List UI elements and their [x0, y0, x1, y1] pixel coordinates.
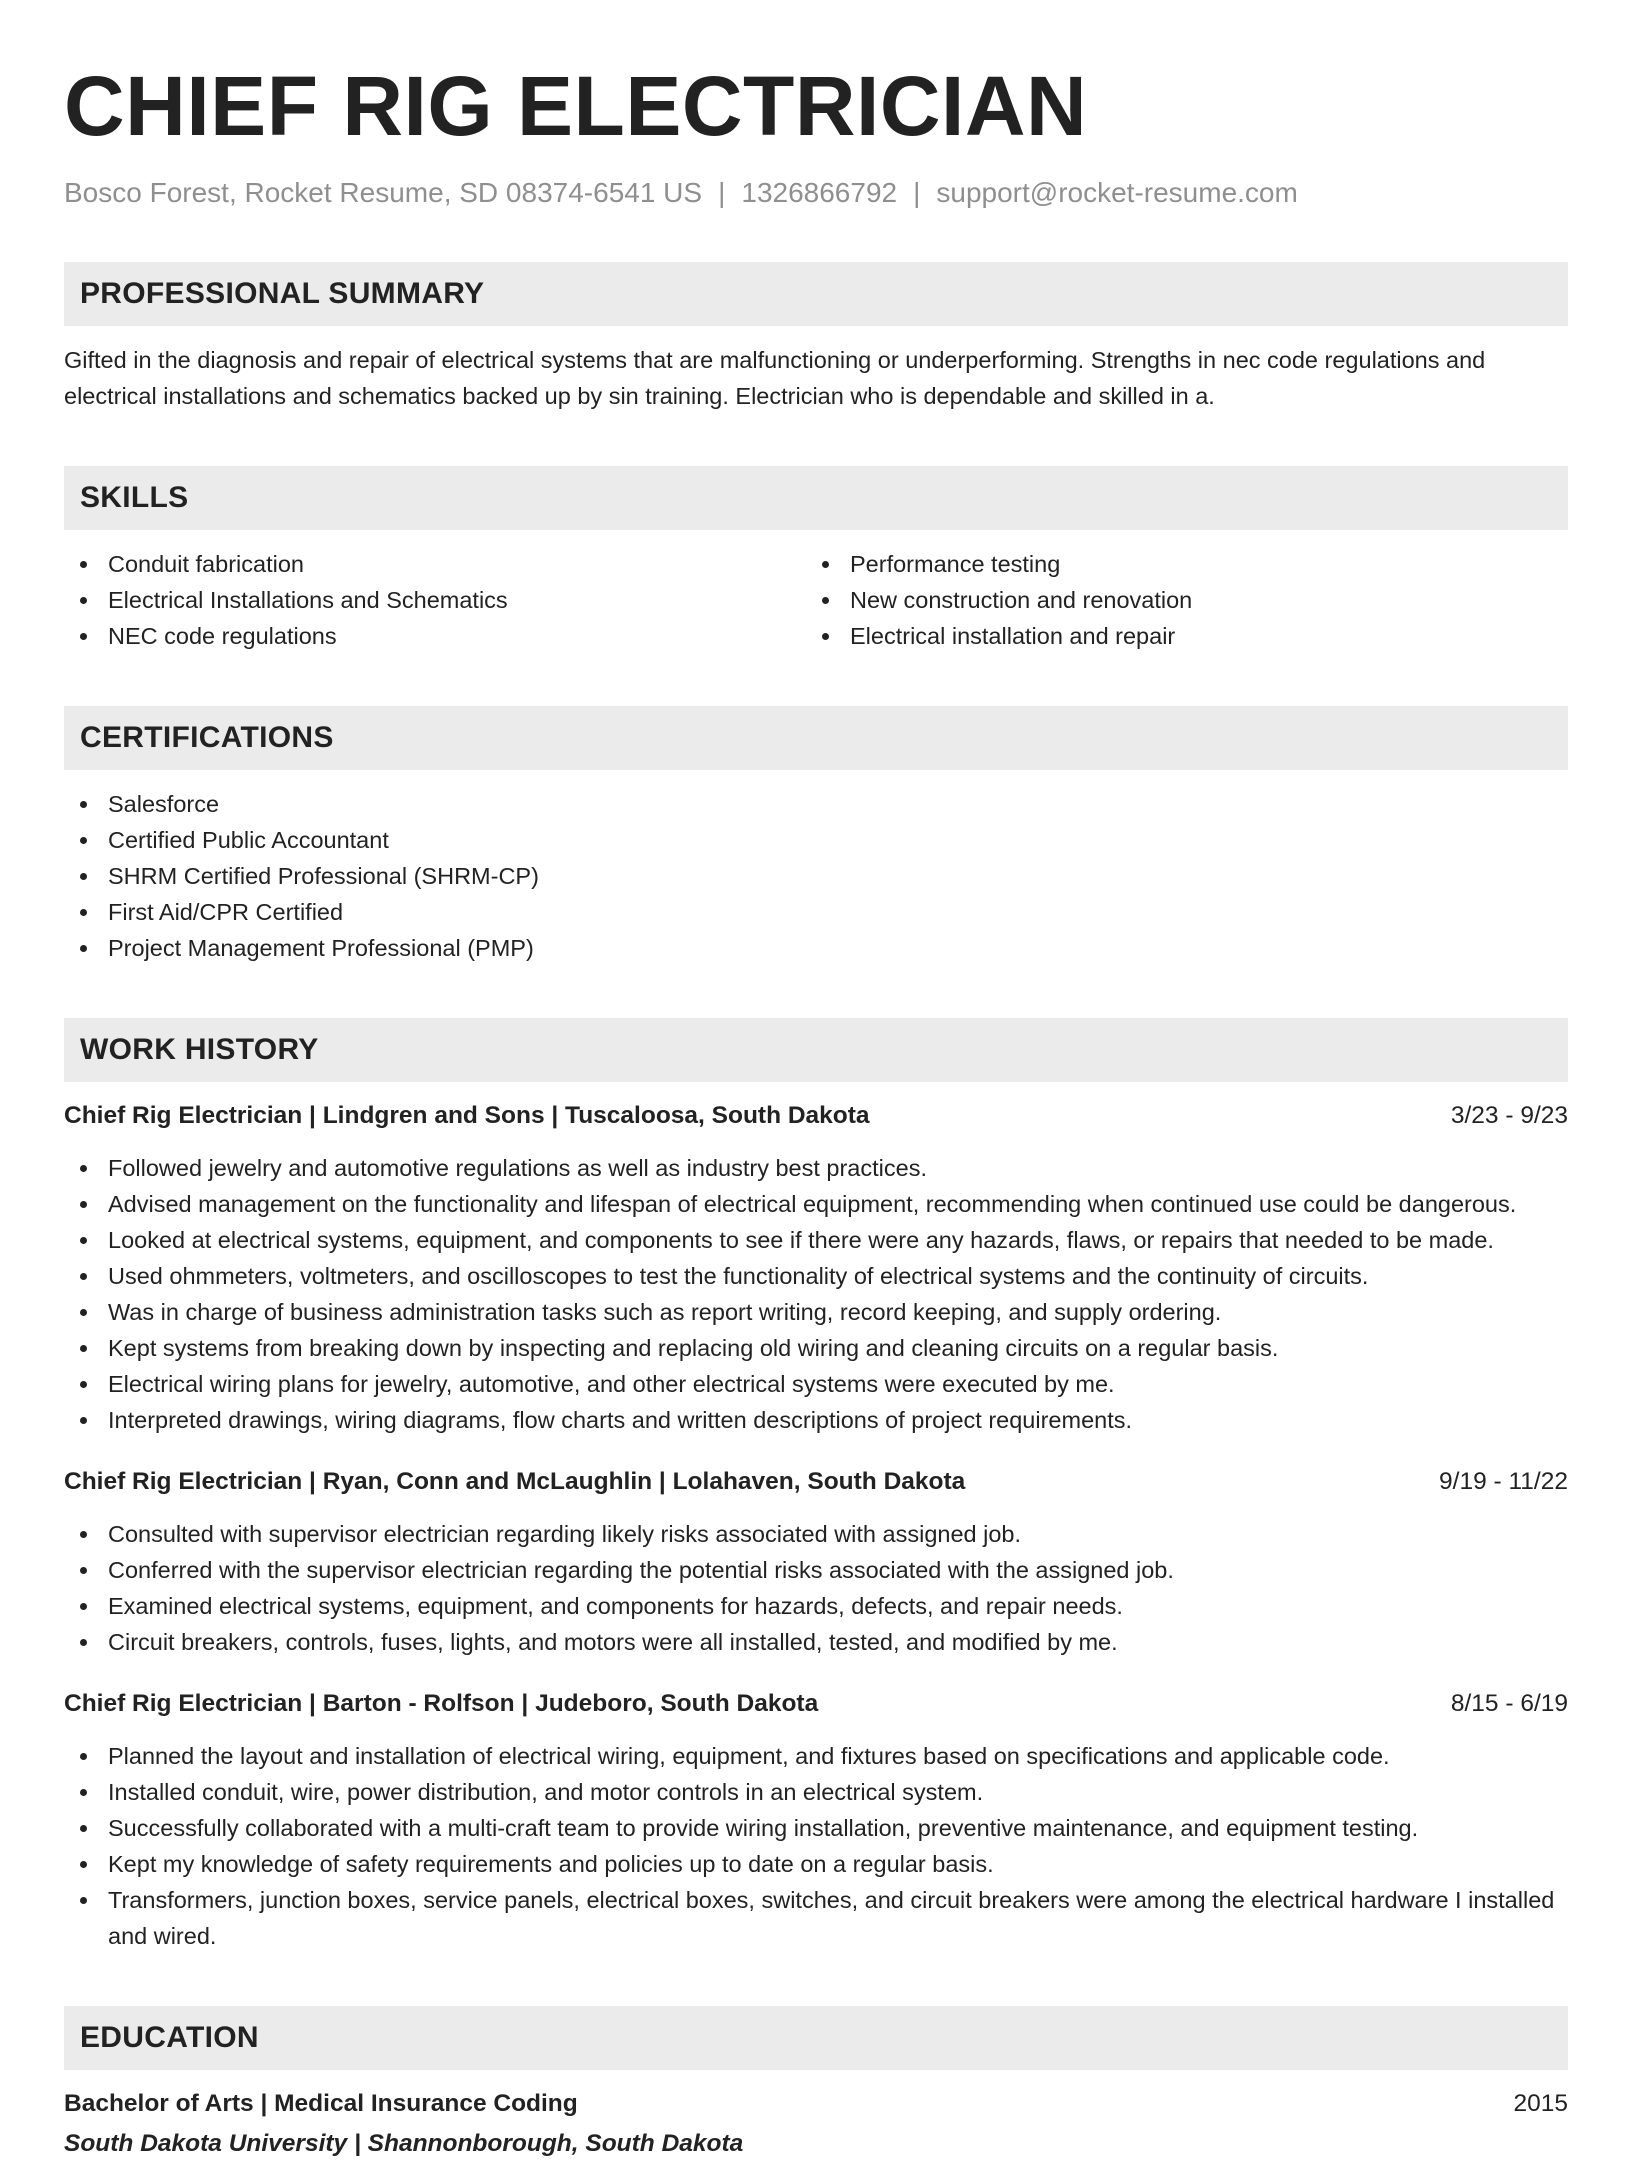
job-title: Chief Rig Electrician | Lindgren and Sons | Tuscaloosa, South Dakota [64, 1102, 870, 1129]
skill-item: Conduit fabrication [64, 546, 806, 582]
skills-right-list [806, 546, 1548, 654]
certification-item: SHRM Certified Professional (SHRM-CP) [64, 858, 1568, 894]
job-bullet: Interpreted drawings, wiring diagrams, flow charts and written descriptions of project requirements. [64, 1402, 1568, 1438]
contact-email: support@rocket-resume.com [936, 177, 1298, 208]
job-bullet: Was in charge of business administration tasks such as report writing, record keeping, and supply ordering. [64, 1294, 1568, 1330]
certification-item: Salesforce [64, 786, 1568, 822]
summary-text: Gifted in the diagnosis and repair of electrical systems that are malfunctioning or underperforming. Strengths in nec code regulations and electrical installations and schematics backed up by sin training. Electrician who is dependable and skilled in a. [64, 347, 1486, 409]
education-year: 2015 [1513, 2090, 1568, 2117]
skill-item: NEC code regulations [64, 618, 806, 654]
job-bullet: Installed conduit, wire, power distribution, and motor controls in an electrical system. [64, 1774, 1568, 1810]
job-bullets [64, 1738, 1568, 1954]
job-bullet: Looked at electrical systems, equipment, and components to see if there were any hazards, flaws, or repairs that needed to be made. [64, 1222, 1568, 1258]
certification-item: Project Management Professional (PMP) [64, 930, 1568, 966]
job-bullet: Conferred with the supervisor electrician regarding the potential risks associated with the assigned job. [64, 1552, 1568, 1588]
skill-item: Electrical Installations and Schematics [64, 582, 806, 618]
resume-page [64, 0, 1568, 2162]
job-title: Chief Rig Electrician | Barton - Rolfson | Judeboro, South Dakota [64, 1690, 819, 1717]
section-heading-education: EDUCATION [64, 2006, 1568, 2070]
job-header [64, 1686, 1568, 1722]
education-school: South Dakota University | Shannonborough, South Dakota [64, 2130, 744, 2157]
section-heading-work-history: WORK HISTORY [64, 1018, 1568, 1082]
candidate-name: CHIEF RIG ELECTRICIAN [64, 59, 1088, 153]
job-bullets [64, 1150, 1568, 1438]
job-dates: 9/19 - 11/22 [1439, 1468, 1568, 1495]
certifications-list [64, 786, 1568, 966]
education-degree: Bachelor of Arts | Medical Insurance Coding [64, 2090, 578, 2117]
job-entry [64, 1098, 1568, 1438]
job-bullet: Circuit breakers, controls, fuses, lights, and motors were all installed, tested, and modified by me. [64, 1624, 1568, 1660]
contact-separator: | [718, 177, 726, 208]
job-bullet: Kept systems from breaking down by inspecting and replacing old wiring and cleaning circuits on a regular basis. [64, 1330, 1568, 1366]
certification-item: First Aid/CPR Certified [64, 894, 1568, 930]
job-title: Chief Rig Electrician | Ryan, Conn and McLaughlin | Lolahaven, South Dakota [64, 1468, 966, 1495]
skill-item: Performance testing [806, 546, 1548, 582]
contact-address: Bosco Forest, Rocket Resume, SD 08374-6541 US [64, 177, 703, 208]
section-heading-skills: SKILLS [64, 466, 1568, 530]
skills-left-list [64, 546, 806, 654]
job-dates: 3/23 - 9/23 [1450, 1102, 1568, 1129]
certification-item: Certified Public Accountant [64, 822, 1568, 858]
job-bullets [64, 1516, 1568, 1660]
job-bullet: Planned the layout and installation of electrical wiring, equipment, and fixtures based on specifications and applicable code. [64, 1738, 1568, 1774]
contact-line [64, 176, 1568, 210]
job-bullet: Used ohmmeters, voltmeters, and oscilloscopes to test the functionality of electrical systems and the continuity of circuits. [64, 1258, 1568, 1294]
job-bullet: Advised management on the functionality and lifespan of electrical equipment, recommending when continued use could be dangerous. [64, 1186, 1568, 1222]
job-entry [64, 1686, 1568, 1954]
job-entry [64, 1464, 1568, 1660]
section-heading-certifications: CERTIFICATIONS [64, 706, 1568, 770]
skills-grid [64, 530, 1568, 654]
job-bullet: Successfully collaborated with a multi-craft team to provide wiring installation, preventive maintenance, and equipment testing. [64, 1810, 1568, 1846]
job-bullet: Transformers, junction boxes, service panels, electrical boxes, switches, and circuit breakers were among the electrical hardware I installed and wired. [64, 1882, 1568, 1954]
job-bullet: Followed jewelry and automotive regulations as well as industry best practices. [64, 1150, 1568, 1186]
section-heading-summary: PROFESSIONAL SUMMARY [64, 262, 1568, 326]
contact-phone: 1326866792 [741, 177, 898, 208]
education-header [64, 2086, 1568, 2122]
skill-item: New construction and renovation [806, 582, 1548, 618]
skill-item: Electrical installation and repair [806, 618, 1548, 654]
job-bullet: Electrical wiring plans for jewelry, automotive, and other electrical systems were executed by me. [64, 1366, 1568, 1402]
job-bullet: Consulted with supervisor electrician regarding likely risks associated with assigned job. [64, 1516, 1568, 1552]
job-header [64, 1464, 1568, 1500]
contact-separator: | [913, 177, 921, 208]
job-dates: 8/15 - 6/19 [1450, 1690, 1568, 1717]
job-bullet: Kept my knowledge of safety requirements and policies up to date on a regular basis. [64, 1846, 1568, 1882]
job-header [64, 1098, 1568, 1134]
job-bullet: Examined electrical systems, equipment, and components for hazards, defects, and repair needs. [64, 1588, 1568, 1624]
